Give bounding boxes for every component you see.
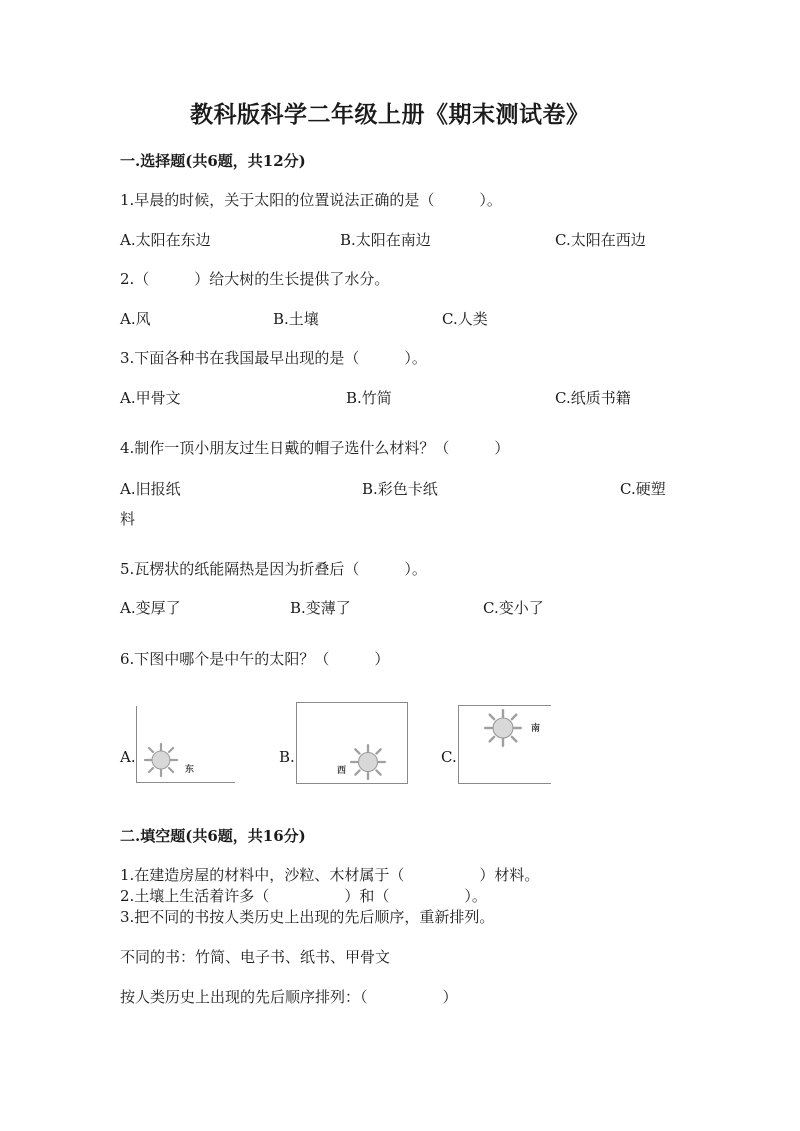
page-title: 教科版科学二年级上册《期末测试卷》 — [190, 101, 590, 128]
q4-option-b[interactable]: B.彩色卡纸 — [362, 480, 438, 498]
q6-text: 6.下图中哪个是中午的太阳？（ ） — [120, 650, 390, 668]
q3-option-c[interactable]: C.纸质书籍 — [555, 389, 631, 407]
q6-figure-a-label[interactable]: A. — [120, 748, 136, 766]
q6-figure-b-label[interactable]: B. — [279, 748, 295, 766]
fill-q2-text: 2.土壤上生活着许多（ ）和（ ）。 — [120, 887, 487, 905]
q2-option-b[interactable]: B.土壤 — [273, 310, 319, 328]
q6-figure-c-label[interactable]: C. — [441, 748, 457, 766]
section1-heading: 一.选择题(共6题，共12分) — [120, 152, 306, 170]
q6-figure-b-direction: 西 — [337, 766, 347, 776]
q2-option-c[interactable]: C.人类 — [442, 310, 488, 328]
sun-icon — [349, 743, 387, 781]
q6-figure-a[interactable] — [136, 706, 235, 783]
q4-option-a[interactable]: A.旧报纸 — [120, 480, 181, 498]
q5-text: 5.瓦楞状的纸能隔热是因为折叠后（ ）。 — [120, 560, 427, 578]
q1-option-c[interactable]: C.太阳在西边 — [555, 231, 646, 249]
q1-text: 1.早晨的时候，关于太阳的位置说法正确的是（ ）。 — [120, 191, 502, 209]
q4-text: 4.制作一顶小朋友过生日戴的帽子选什么材料？（ ） — [120, 439, 510, 457]
q6-figure-b[interactable] — [296, 702, 408, 784]
q3-option-a[interactable]: A.甲骨文 — [120, 389, 181, 407]
q3-text: 3.下面各种书在我国最早出现的是（ ）。 — [120, 349, 427, 367]
q2-option-a[interactable]: A.风 — [120, 310, 151, 328]
fill-q1-text: 1.在建造房屋的材料中，沙粒、木材属于（ ）材料。 — [120, 866, 540, 884]
sun-icon — [483, 708, 523, 748]
q1-option-b[interactable]: B.太阳在南边 — [340, 231, 431, 249]
q6-figure-c-direction: 南 — [531, 724, 541, 734]
q3-option-b[interactable]: B.竹简 — [346, 389, 392, 407]
fill-q3-books: 不同的书：竹简、电子书、纸书、甲骨文 — [120, 948, 391, 966]
q2-text: 2.（ ）给大树的生长提供了水分。 — [120, 270, 390, 288]
fill-q3-order: 按人类历史上出现的先后顺序排列：（ ） — [120, 988, 458, 1006]
q5-option-a[interactable]: A.变厚了 — [120, 599, 181, 617]
section2-heading: 二.填空题(共6题，共16分) — [120, 827, 306, 845]
q5-option-c[interactable]: C.变小了 — [483, 599, 544, 617]
q5-option-b[interactable]: B.变薄了 — [290, 599, 351, 617]
q6-figure-a-direction: 东 — [185, 765, 195, 775]
fill-q3-text: 3.把不同的书按人类历史上出现的先后顺序，重新排列。 — [120, 908, 495, 926]
q1-option-a[interactable]: A.太阳在东边 — [120, 231, 211, 249]
sun-icon — [143, 742, 179, 778]
q4-option-c-continued: 料 — [120, 510, 136, 528]
q4-option-c[interactable]: C.硬塑 — [620, 480, 666, 498]
q6-figure-c[interactable] — [458, 705, 551, 784]
